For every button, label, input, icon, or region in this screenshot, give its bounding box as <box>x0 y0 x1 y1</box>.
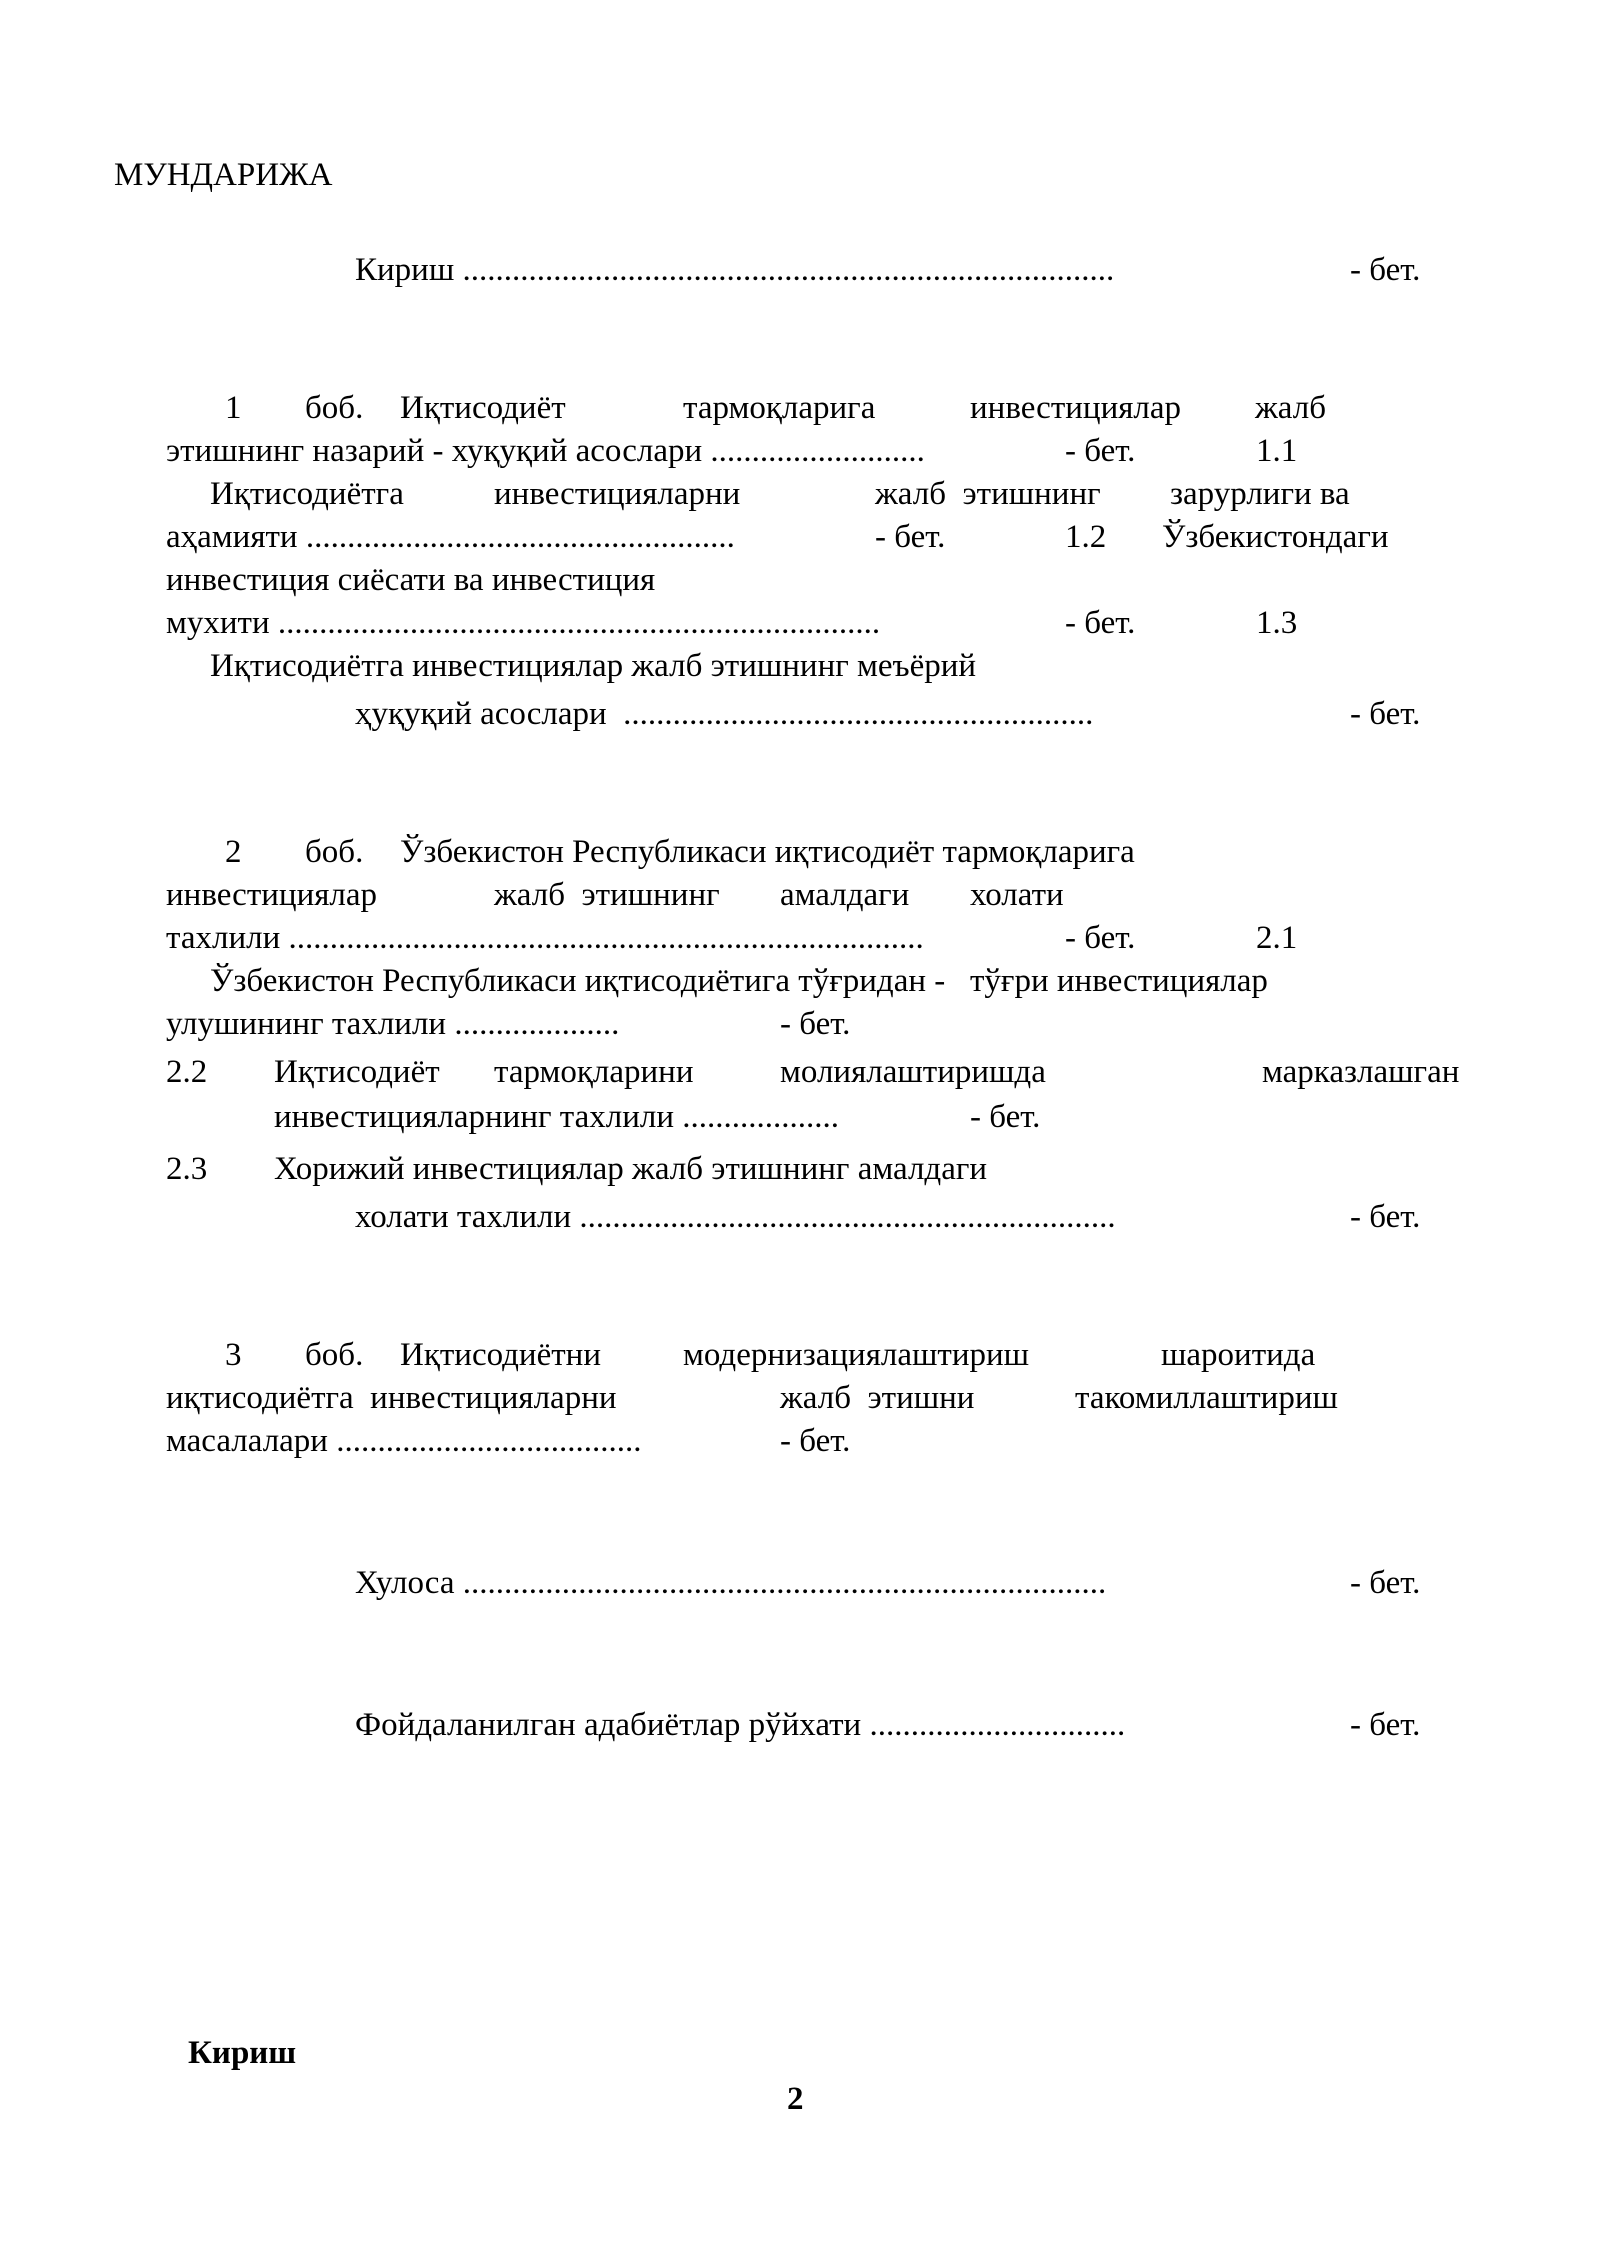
ch1-page: - бет. <box>1065 433 1136 469</box>
ch1-title-line-2: этишнинг назарий - хуқуқий асослари .......................... <box>166 433 925 469</box>
ch3-title-line-2a: иқтисодиётга инвестицияларни <box>166 1380 617 1416</box>
ch2-page: - бет. <box>1065 920 1136 956</box>
sec-1-3-line-1: Иқтисодиётга инвестициялар жалб этишнинг меъёрий <box>210 648 977 684</box>
toc-references-label: Фойдаланилган адабиётлар рўйхати <box>355 1707 862 1743</box>
sec-1-2-line-3: мухити ......................................................................... <box>166 605 881 641</box>
sec-1-3-line-2: ҳуқуқий асослари ......................................................... <box>355 696 1094 732</box>
sec-1-1-line-2: аҳамияти .................................................... <box>166 519 735 555</box>
sec-2-3-number: 2.3 <box>166 1151 208 1187</box>
sec-2-2-word-2: тармоқларини <box>494 1054 694 1090</box>
ch2-title-line-3: тахлили ............................................................................. <box>166 920 924 956</box>
toc-intro-label: Кириш <box>355 252 455 288</box>
sec-1-3-page: - бет. <box>1350 696 1421 732</box>
sec-2-2-number: 2.2 <box>166 1054 208 1090</box>
ch1-bob: боб. <box>305 390 364 426</box>
sec-1-1-word-3: жалб этишнинг <box>875 476 1101 512</box>
toc-conclusion-dots: .............................................................................. <box>462 1565 1107 1601</box>
sec-1-1-page: - бет. <box>875 519 946 555</box>
sec-2-1-line-2: улушининг тахлили .................... <box>166 1006 620 1042</box>
toc-intro-page: - бет. <box>1350 252 1421 288</box>
ch1-number: 1 <box>225 390 242 426</box>
sec-2-3-line-1: Хорижий инвестициялар жалб этишнинг амалдаги <box>274 1151 988 1187</box>
sec-2-2-word-1: Иқтисодиёт <box>274 1054 440 1090</box>
page-number: 2 <box>787 2081 804 2117</box>
toc-heading: МУНДАРИЖА <box>114 157 333 193</box>
toc-conclusion-page: - бет. <box>1350 1565 1421 1601</box>
toc-conclusion-label: Хулоса <box>355 1565 455 1601</box>
ch1-title-word-2: тармоқларига <box>683 390 876 426</box>
ch3-title-word-1: Иқтисодиётни <box>400 1337 601 1373</box>
sec-2-3-line-2: холати тахлили ................................................................. <box>355 1199 1116 1235</box>
toc-conclusion-entry <box>355 1563 1106 1603</box>
toc-references-page: - бет. <box>1350 1707 1421 1743</box>
sec-2-2-line-2: инвестицияларнинг тахлили ................... <box>274 1099 840 1135</box>
toc-intro-dots: ............................................................................... <box>462 252 1115 288</box>
sec-2-1-page: - бет. <box>780 1006 851 1042</box>
ch2-title-word-3: амалдаги <box>780 877 910 913</box>
ch3-title-word-2: модернизациялаштириш <box>683 1337 1030 1373</box>
ch3-title-line-3: масалалари ..................................... <box>166 1423 642 1459</box>
sec-2-2-word-3: молиялаштиришда <box>780 1054 1046 1090</box>
sec-1-1-number: 1.1 <box>1256 433 1298 469</box>
ch2-title-word-4: холати <box>970 877 1064 913</box>
ch2-title-word-1: инвестициялар <box>166 877 378 913</box>
ch3-title-line-2c: такомиллаштириш <box>1075 1380 1338 1416</box>
sec-1-1-word-1: Иқтисодиётга <box>210 476 404 512</box>
sec-1-2-number: 1.2 <box>1065 519 1107 555</box>
ch1-title-word-3: инвестициялар <box>970 390 1182 426</box>
sec-1-2-page: - бет. <box>1065 605 1136 641</box>
sec-1-2-word-1: Ўзбекистондаги <box>1162 519 1389 555</box>
next-section-title: Кириш <box>188 2035 297 2071</box>
sec-2-2-word-4: марказлашган <box>1262 1054 1460 1090</box>
ch3-number: 3 <box>225 1337 242 1373</box>
sec-1-3-number: 1.3 <box>1256 605 1298 641</box>
ch3-title-word-3: шароитида <box>1161 1337 1316 1373</box>
sec-2-2-page: - бет. <box>970 1099 1041 1135</box>
toc-intro-entry <box>355 250 1114 290</box>
toc-references-dots: ............................... <box>869 1707 1126 1743</box>
sec-1-1-word-4: зарурлиги ва <box>1170 476 1350 512</box>
ch2-title-line-1: Ўзбекистон Республикаси иқтисодиёт тармоқларига <box>400 834 1135 870</box>
ch1-title-word-4: жалб <box>1255 390 1326 426</box>
ch2-title-word-2: жалб этишнинг <box>494 877 720 913</box>
ch1-title-word-1: Иқтисодиёт <box>400 390 566 426</box>
sec-1-2-line-2: инвестиция сиёсати ва инвестиция <box>166 562 656 598</box>
ch3-page: - бет. <box>780 1423 851 1459</box>
ch2-number: 2 <box>225 834 242 870</box>
sec-2-3-page: - бет. <box>1350 1199 1421 1235</box>
sec-2-1-number: 2.1 <box>1256 920 1298 956</box>
ch2-bob: боб. <box>305 834 364 870</box>
ch3-bob: боб. <box>305 1337 364 1373</box>
toc-references-entry <box>355 1705 1125 1745</box>
ch3-title-line-2b: жалб этишни <box>780 1380 975 1416</box>
sec-2-1-line-1: Ўзбекистон Республикаси иқтисодиётига тўғридан - тўғри инвестициялар <box>210 963 1268 999</box>
sec-1-1-word-2: инвестицияларни <box>494 476 741 512</box>
